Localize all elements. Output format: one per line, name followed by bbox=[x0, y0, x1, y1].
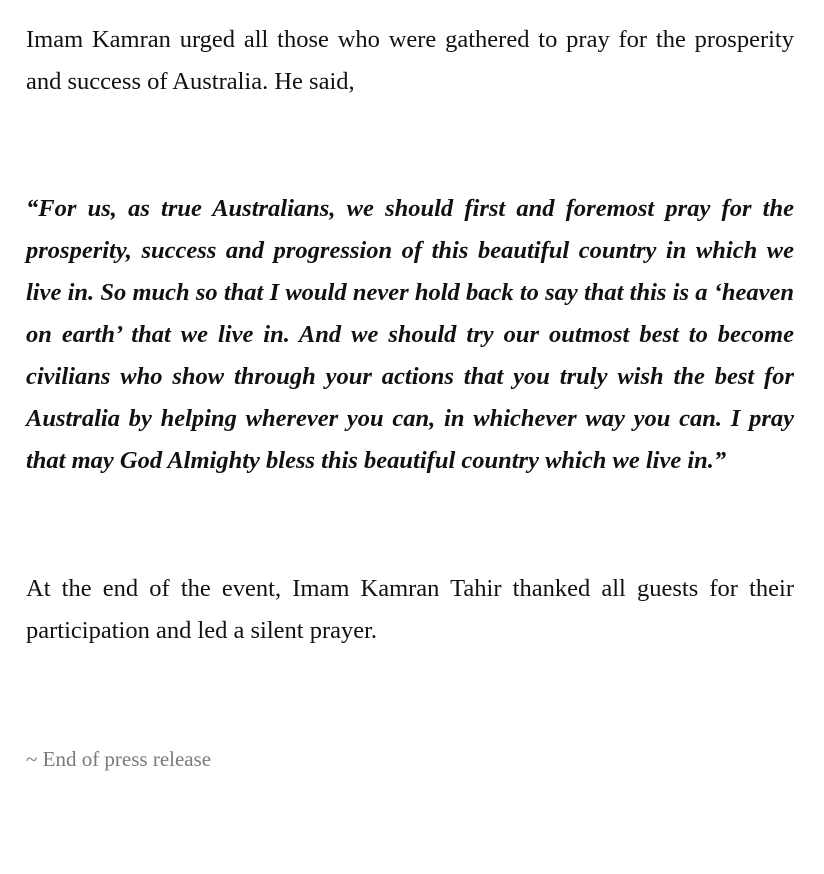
end-of-release-note: ~ End of press release bbox=[26, 747, 212, 771]
closing-paragraph: At the end of the event, Imam Kamran Tahir thanked all guests for their participation and led a silent prayer. bbox=[26, 575, 794, 644]
intro-paragraph: Imam Kamran urged all those who were gathered to pray for the prosperity and success of Australia. He said, bbox=[26, 26, 794, 95]
quote-paragraph: “For us, as true Australians, we should first and foremost pray for the prosperity, success and progression of this beautiful country in which we live in. So much so that I would never hold back to say that this is a ‘heaven on earth’ that we live in. And we should try our outmost best to become civilians who show through your actions that you truly wish the best for Australia by helping wherever you can, in whichever way you can. I pray that may God Almighty bless this beautiful country which we live in.” bbox=[26, 195, 794, 474]
press-release-body bbox=[26, 19, 794, 774]
